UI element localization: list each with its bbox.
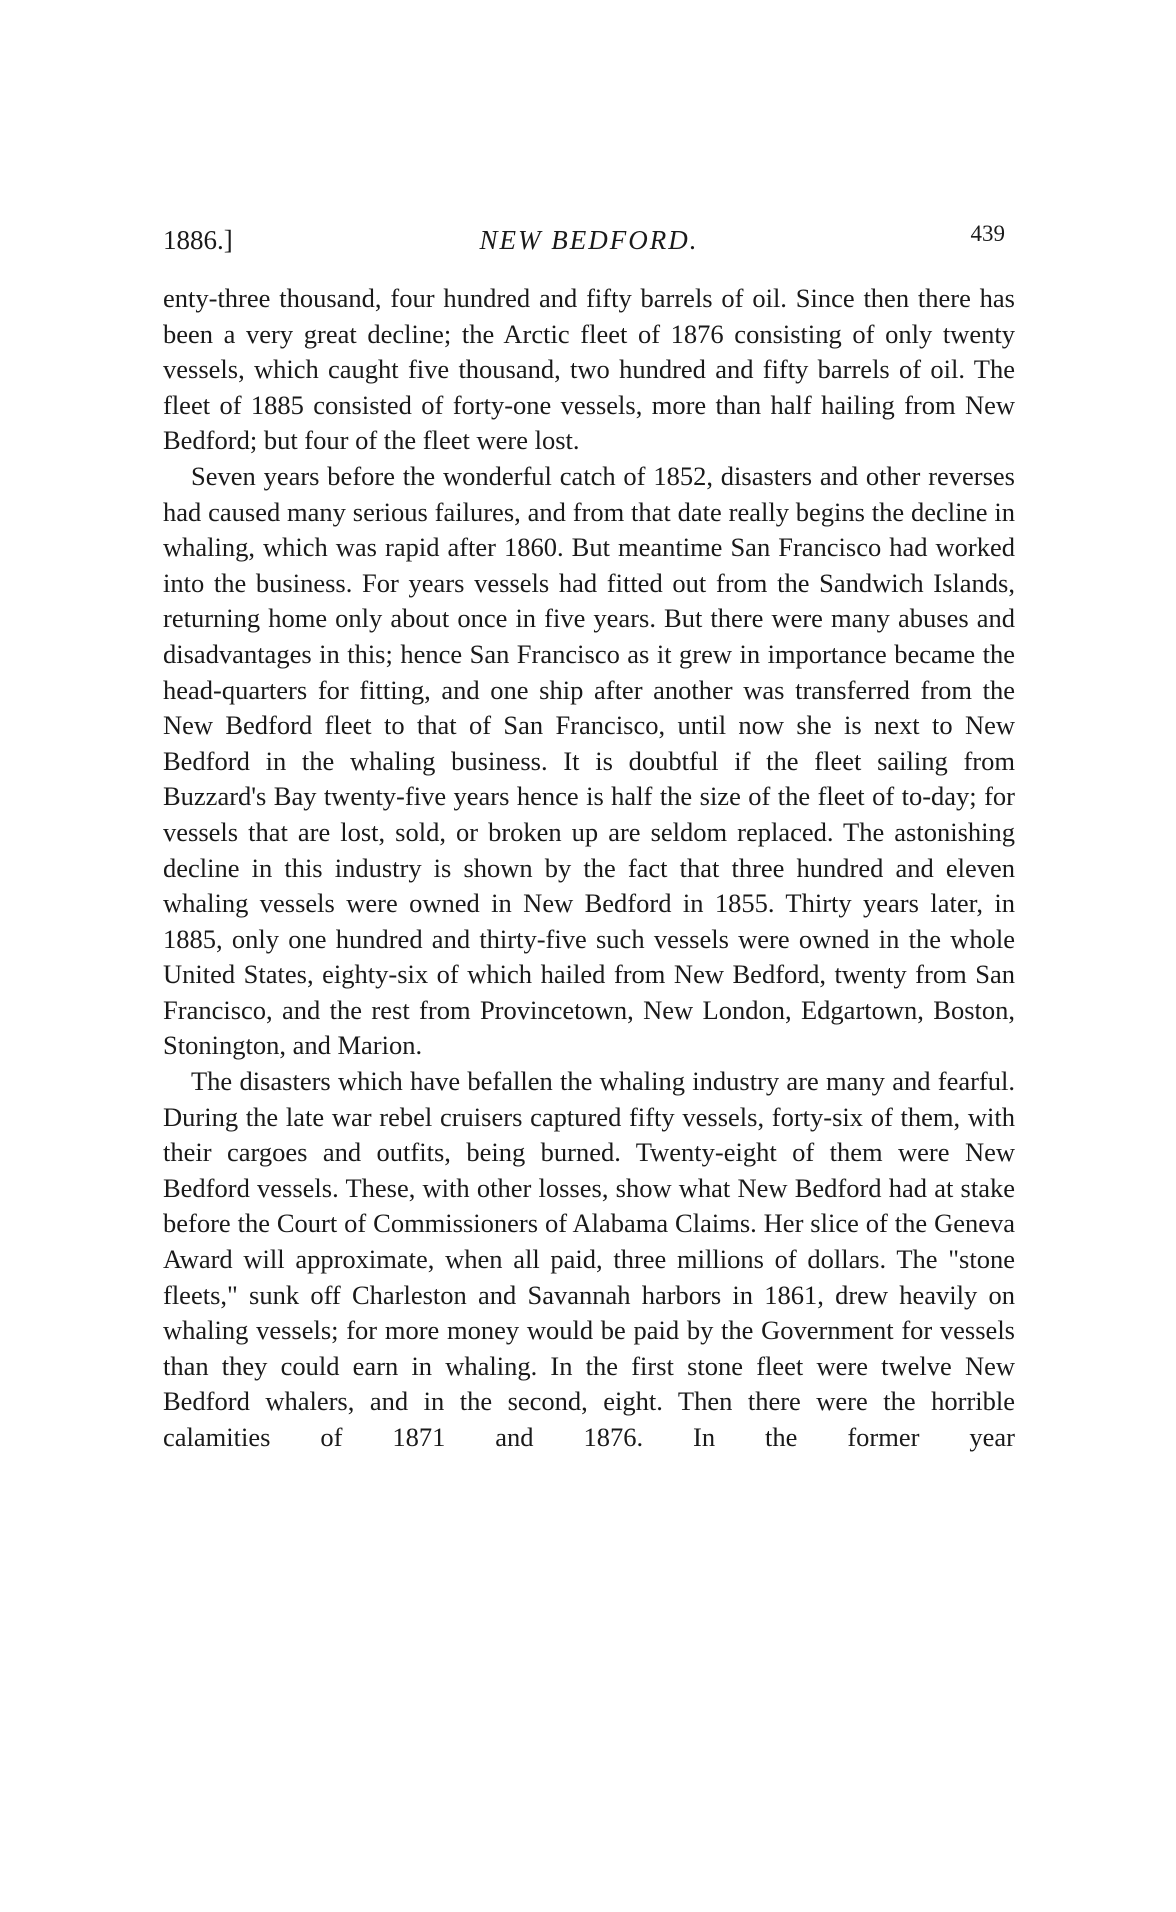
header-year: 1886.] [163,225,233,255]
running-head [163,221,1015,265]
paragraph-3: The disasters which have befallen the whaling industry are many and fearful. During the late war rebel cruisers captured fifty vessels, forty-six of them, with their cargoes and outfits, being burned. Twenty-eight of them were New Bedford vessels. These, with other losses, show what New Bedford had at stake before the Court of Commissioners of Alabama Claims. Her slice of the Geneva Award will approximate, when all paid, three millions of dollars. The "stone fleets," sunk off Charleston and Savannah harbors in 1861, drew heavily on whaling vessels; for more money would be paid by the Government for vessels than they could earn in whaling. In the first stone fleet were twelve New Bedford whalers, and in the second, eight. Then there were the horrible calamities of 1871 and 1876. In the former year [163,1066,1015,1452]
paragraph-2: Seven years before the wonderful catch of 1852, disasters and other reverses had caused many serious failures, and from that date really begins the decline in whaling, which was rapid after 1860. But meantime San Francisco had worked into the business. For years vessels had fitted out from the Sandwich Islands, returning home only about once in five years. But there were many abuses and disadvantages in this; hence San Francisco as it grew in importance became the head-quarters for fitting, and one ship after another was transferred from the New Bedford fleet to that of San Francisco, until now she is next to New Bedford in the whaling business. It is doubtful if the fleet sailing from Buzzard's Bay twenty-five years hence is half the size of the fleet of to-day; for vessels that are lost, sold, or broken up are seldom replaced. The astonishing decline in this industry is shown by the fact that three hundred and eleven whaling vessels were owned in New Bedford in 1855. Thirty years later, in 1885, only one hundred and thirty-five such vessels were owned in the whole United States, eighty-six of which hailed from New Bedford, twenty from San Francisco, and the rest from Provincetown, New London, Edgartown, Boston, Stonington, and Marion. [163,460,1015,1061]
header-title: NEW BEDFORD. [479,225,699,255]
paragraph-1: enty-three thousand, four hundred and fifty barrels of oil. Since then there has been a very great decline; the Arctic fleet of 1876 consisting of only twenty vessels, which caught five thousand, two hundred and fifty barrels of oil. The fleet of 1885 consisted of forty-one vessels, more than half hailing from New Bedford; but four of the fleet were lost. [163,283,1015,456]
book-page [163,221,1015,1456]
page-number: 439 [970,221,1005,246]
body-text [163,281,1015,1456]
